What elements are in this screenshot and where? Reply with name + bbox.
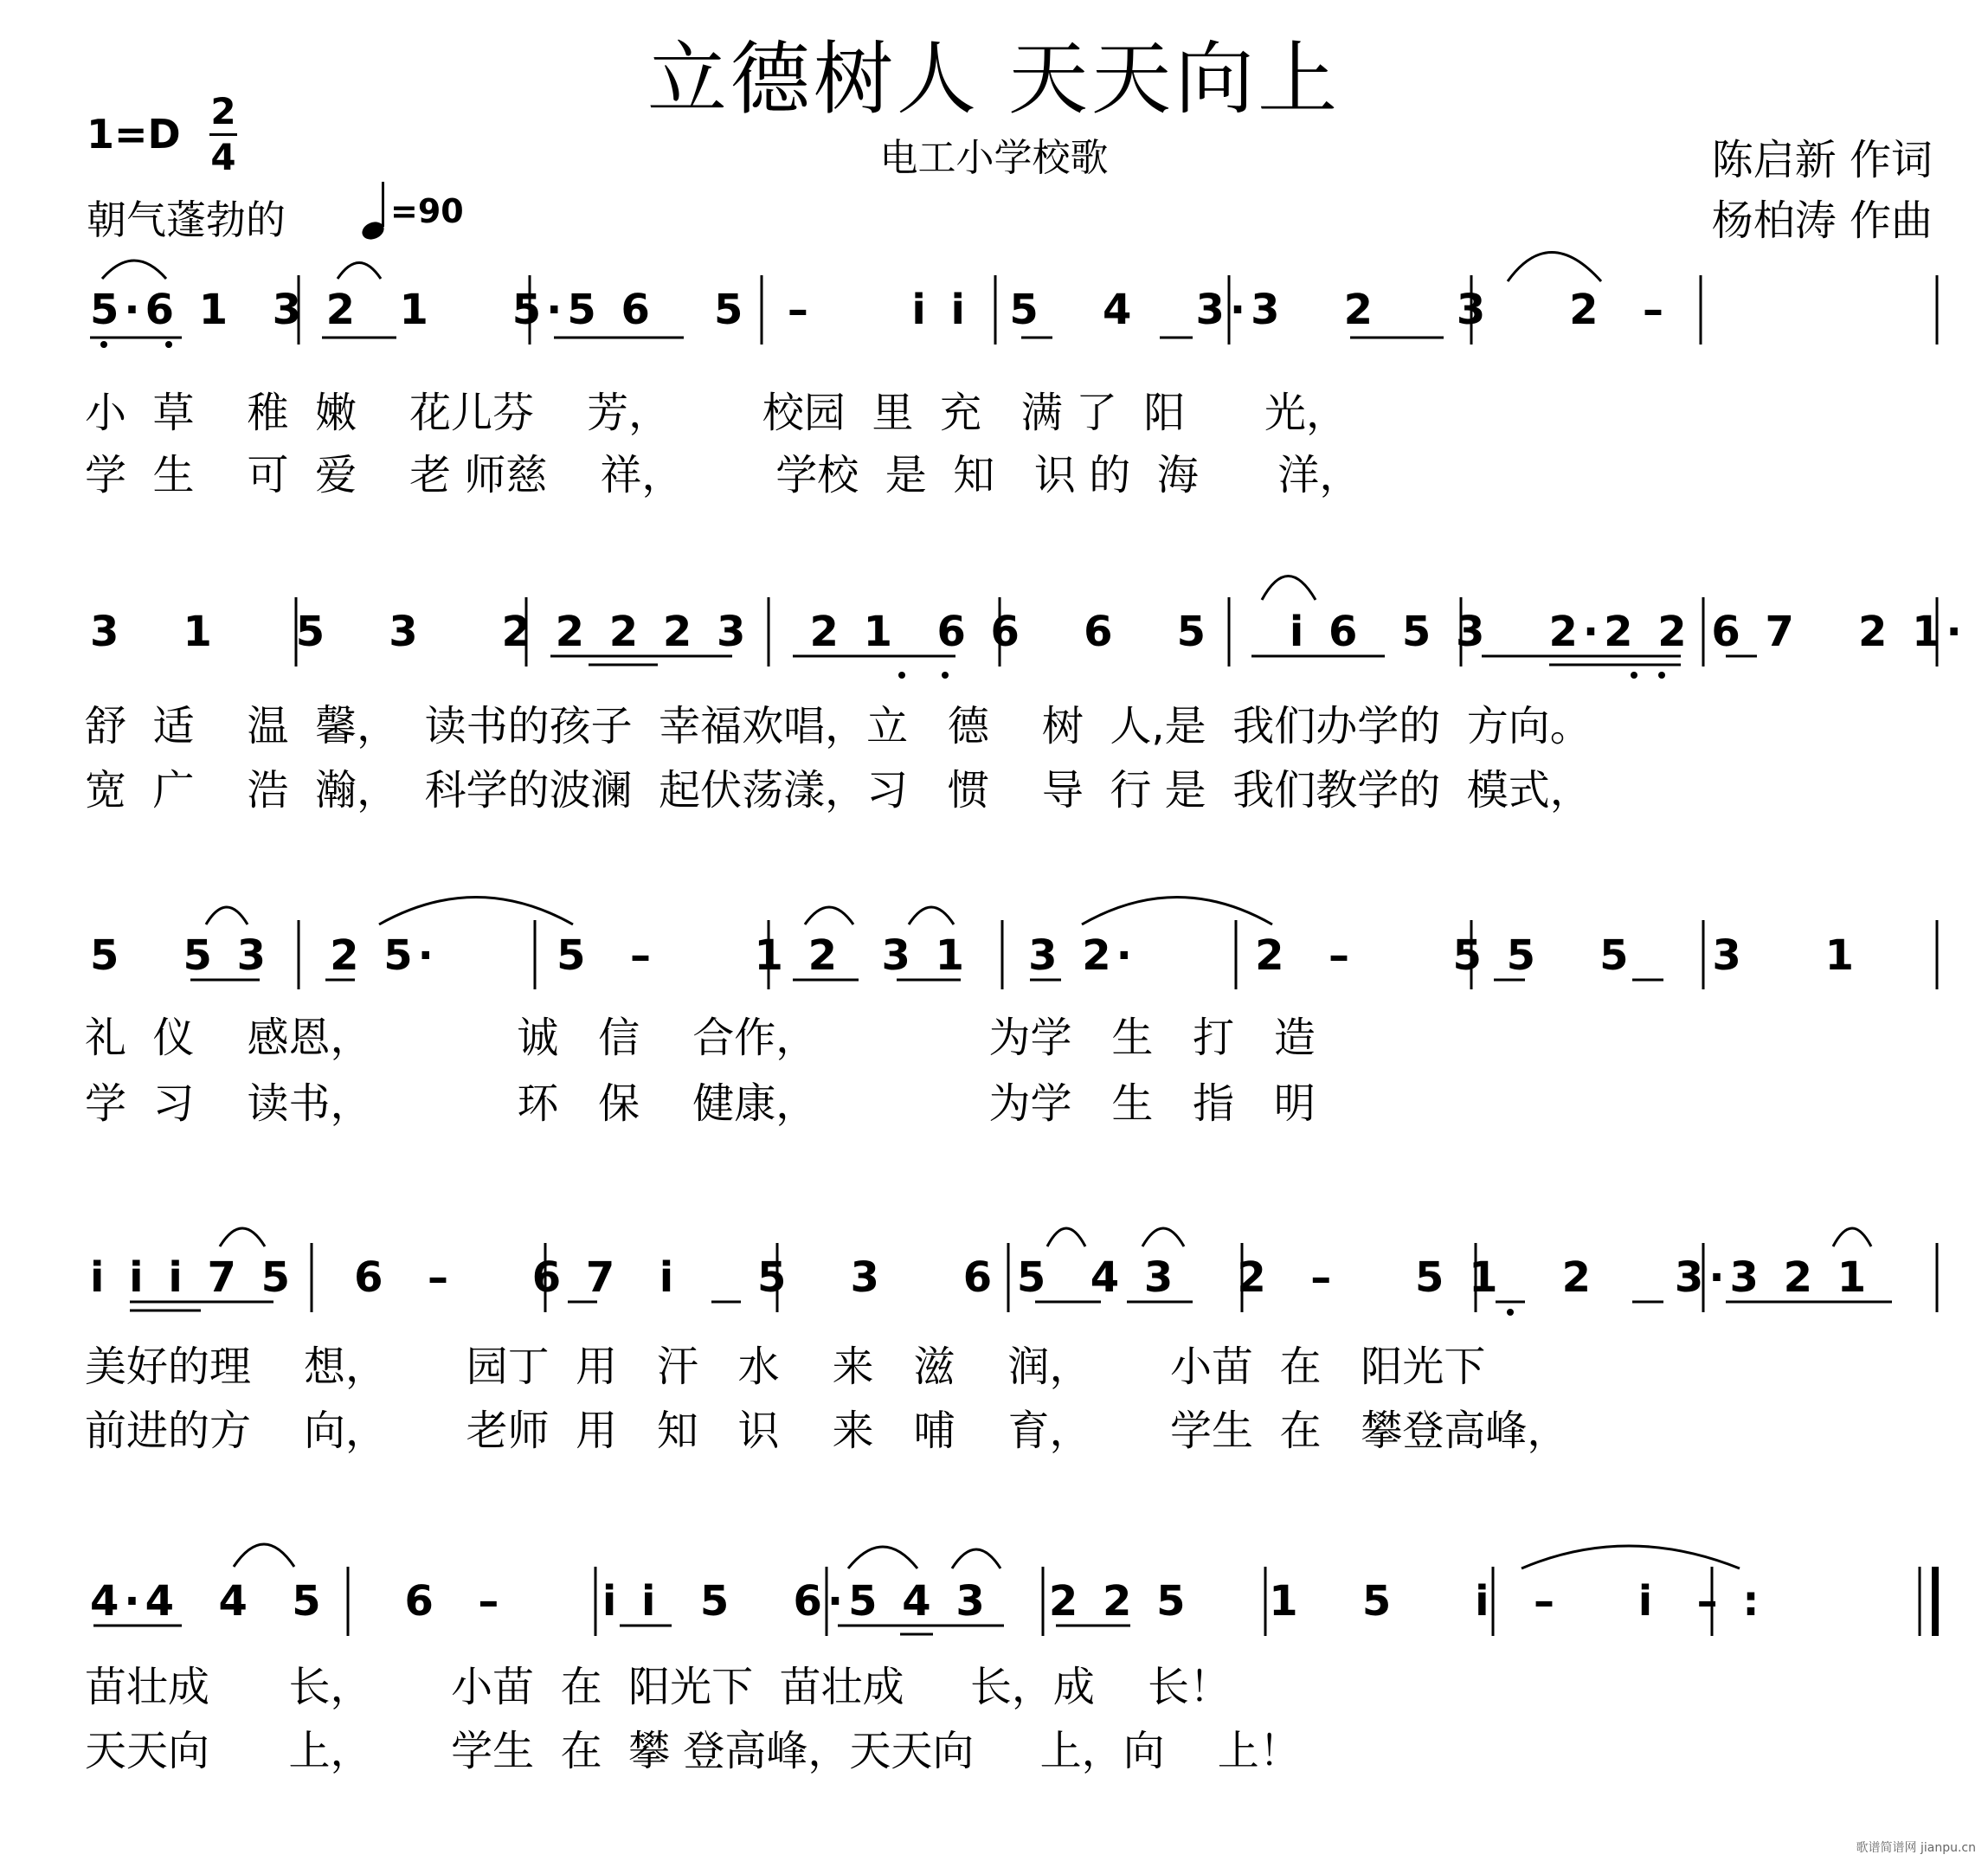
- lyrics-verse-1: 美好的理 想， 园丁 用 汗 水 来 滋 润， 小苗 在 阳光下: [85, 1343, 1486, 1391]
- tempo-value: =90: [390, 192, 464, 230]
- song-title: 立德树人 天天向上: [647, 33, 1341, 126]
- octave-dot: [165, 341, 172, 348]
- notes-row: 5·6 1 3 2 1 5·5 6 5 – i i 5 4 3·3 2 3 2 –: [90, 286, 1669, 334]
- octave-dot: [1658, 672, 1665, 679]
- song-subtitle: 电工小学校歌: [879, 136, 1109, 180]
- lyrics-verse-1: 礼 仪 感恩， 诚 信 合作， 为学 生 打 造: [85, 1014, 1316, 1062]
- watermark: 歌谱简谱网 jianpu.cn: [1856, 1841, 1976, 1855]
- lyrics-verse-1: 苗壮成 长， 小苗 在 阳光下 苗壮成 长，成 长！: [85, 1663, 1231, 1711]
- slur: [234, 1544, 294, 1567]
- slur: [1082, 898, 1272, 925]
- slur: [220, 1228, 265, 1246]
- lyrics-verse-1: 舒 适 温 馨， 读书的孩子 幸福欢唱，立 德 树 人,是 我们办学的 方向。: [85, 702, 1592, 750]
- lyrics-verse-2: 学 生 可 爱 老 师慈 祥， 学校 是 知 识 的 海 洋，: [85, 451, 1361, 499]
- lyricist-credit: 陈启新 作词: [1711, 136, 1933, 184]
- notes-row: 5 5 3 2 5· 5 – 1 2 3 1 3 2· 2 – 5 5 5 3 1: [90, 931, 1860, 980]
- slur: [338, 263, 381, 280]
- slur: [1047, 1228, 1085, 1246]
- slur: [1142, 1228, 1184, 1246]
- octave-dot: [1507, 1309, 1514, 1316]
- lyrics-verse-2: 天天向 上， 学生 在 攀 登高峰，天天向 上，向 上！: [85, 1727, 1301, 1775]
- slur: [102, 261, 166, 279]
- notes-row: i i i 7 5 6 – 6 7 i 5 3 6 5 4 3 2 – 5 1 2 3·3 2 1: [90, 1253, 1872, 1302]
- slur: [952, 1549, 1000, 1568]
- notes-row: 3 1 5 3 2 2 2 2 3 2 1 6 6 6 5 i 6 5 3 2·2 2 6 7 2 1·: [90, 608, 1967, 656]
- slur: [848, 1547, 917, 1568]
- lyrics-verse-2: 学 习 读书， 环 保 健康， 为学 生 指 明: [85, 1079, 1316, 1128]
- octave-dot: [1631, 672, 1637, 679]
- time-signature-bottom: 4: [210, 136, 236, 178]
- octave-dot: [898, 672, 905, 679]
- lyrics-verse-1: 小 草 稚 嫩 花儿芬 芳， 校园 里 充 满 了 阳 光，: [85, 389, 1348, 437]
- key-signature: 1=D: [87, 111, 181, 158]
- time-signature-top: 2: [210, 90, 236, 132]
- composer-credit: 杨柏涛 作曲: [1711, 196, 1933, 245]
- slur: [805, 907, 853, 924]
- slur: [379, 898, 573, 925]
- lyrics-verse-2: 前进的方 向， 老师 用 知 识 来 哺 育， 学生 在 攀登高峰，: [85, 1407, 1569, 1455]
- slur: [1508, 253, 1601, 282]
- lyrics-verse-2: 宽 广 浩 瀚， 科学的波澜 起伏荡漾，习 惯 导 行 是 我们教学的 模式，: [85, 766, 1592, 815]
- notes-row: 4·4 4 5 6 – i i 5 6·5 4 3 2 2 5 1 5 i – i – :: [90, 1577, 1765, 1626]
- expression-marking: 朝气蓬勃的: [87, 196, 286, 243]
- octave-dot: [100, 341, 107, 348]
- slur: [909, 907, 954, 924]
- slur: [1522, 1546, 1740, 1568]
- slur: [1833, 1228, 1871, 1246]
- slur: [1262, 576, 1316, 601]
- slur: [206, 907, 248, 924]
- octave-dot: [942, 672, 949, 679]
